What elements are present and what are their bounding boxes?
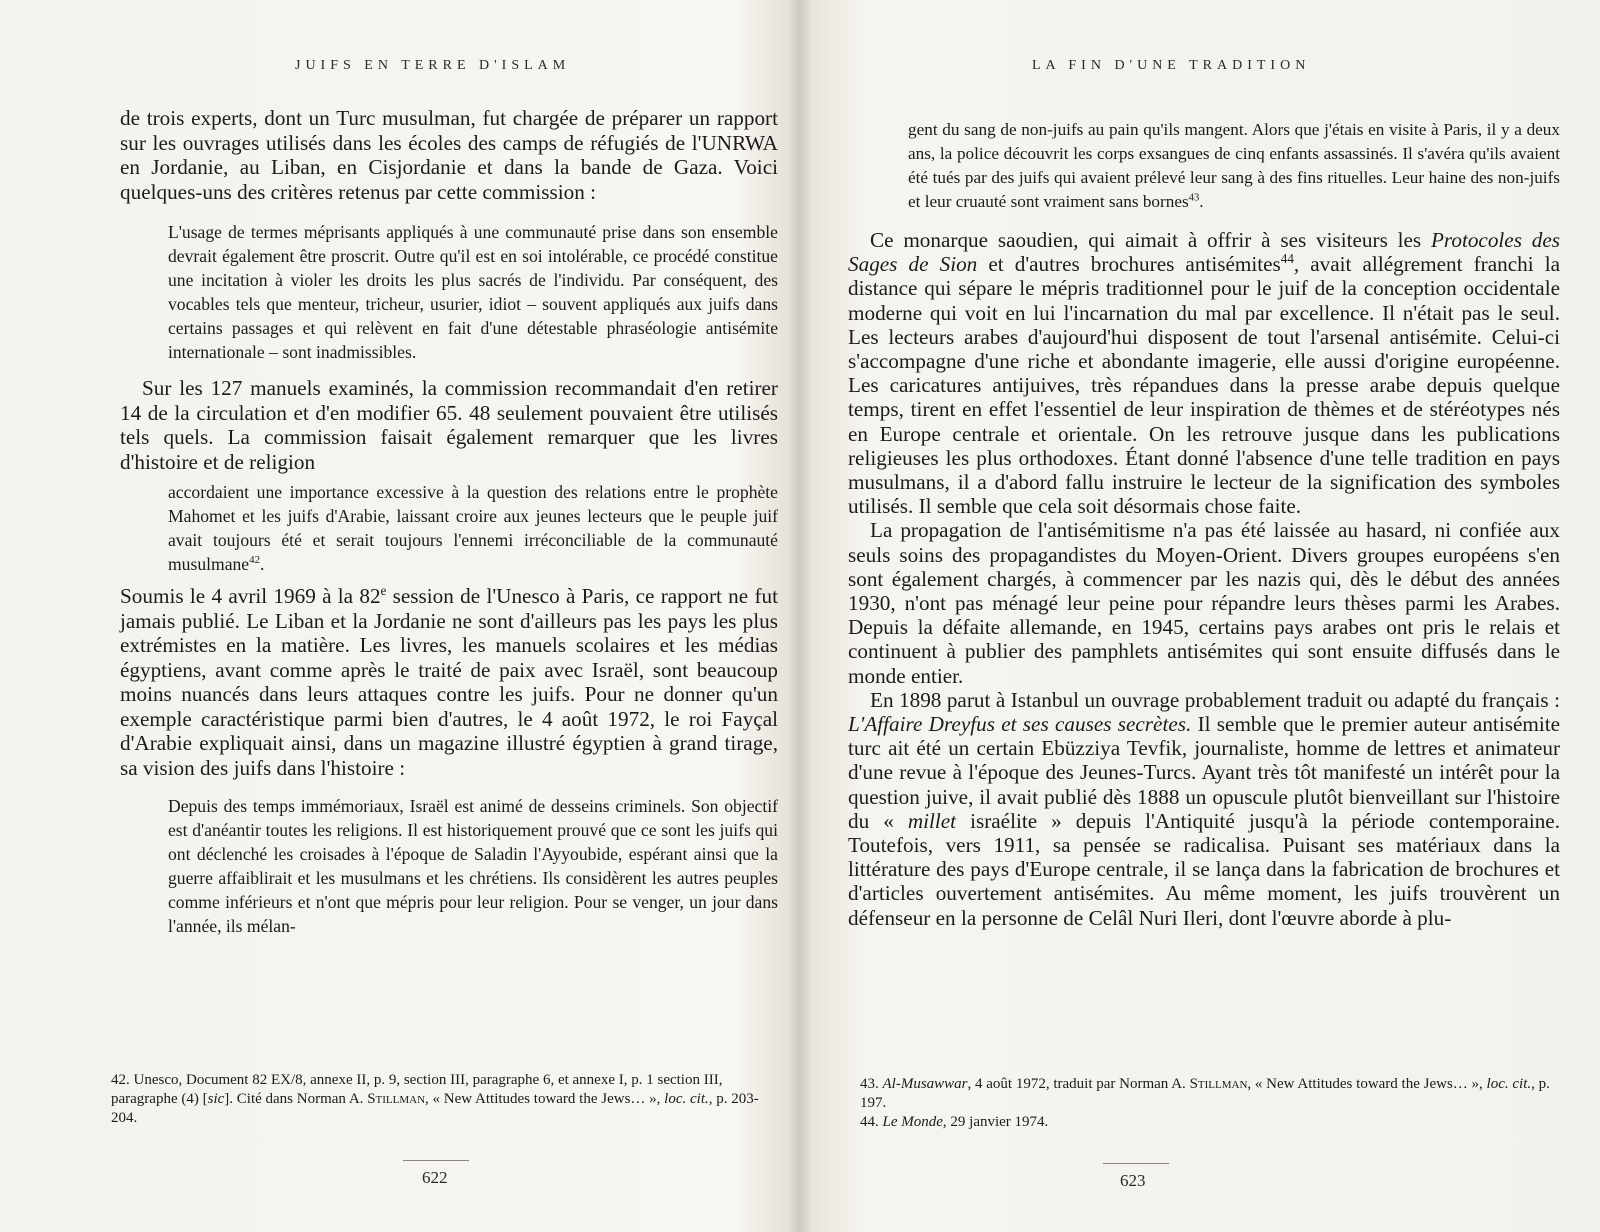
footnotes-right — [860, 1075, 1560, 1132]
block-quote — [168, 480, 778, 576]
footnote-text: ]. Cité dans Norman A. — [224, 1091, 368, 1107]
page-number-left: 622 — [422, 1168, 448, 1187]
left-page-body — [120, 106, 778, 938]
footnote-text: , 4 août 1972, traduit par Norman A. — [967, 1076, 1190, 1092]
paragraph: La propagation de l'antisémitisme n'a pas été laissée au hasard, ni confiée aux seuls soins des propagandistes du Moyen-Orient. Divers groupes européens s'en sont également chargés, à commencer par les nazis qui, dès le début des années 1930, n'ont pas ménagé leur peine pour répandre leurs thèses parmi les Arabes. Depuis la défaite allemande, en 1945, certains pays arabes ont pris le relais et continuent à publier des pamphlets antisémites qui sont ensuite diffusés dans le monde entier. — [848, 518, 1560, 688]
footnote-ref: 42 — [249, 554, 261, 567]
block-quote: Depuis des temps immémoriaux, Israël est animé de desseins criminels. Son objectif est d'anéantir toutes les religions. Il est historiquement prouvé que ce sont les juifs qui ont déclenché les croisades à l'époque de Saladin l'Ayyoubide, espérant ainsi que la guerre affaiblirait et les musulmans et les chrétiens. Ils considèrent les autres peuples comme inférieurs et n'ont que mépris pour leur religion. Pour se venger, un jour dans l'année, ils mélan- — [168, 796, 778, 936]
footnote-italic: loc. cit. — [1486, 1076, 1532, 1092]
footnotes-left — [111, 1071, 779, 1128]
folio-rule — [403, 1160, 469, 1161]
italic-term: millet — [907, 808, 957, 833]
book-title: Protocoles des Sages de Sion — [848, 228, 1560, 277]
footnote-ref: 43 — [1188, 192, 1200, 204]
right-page-body — [848, 118, 1560, 930]
paragraph-text: En 1898 parut à Istanbul un ouvrage probablement traduit ou adapté du français : — [870, 687, 1560, 712]
footnote-text: 42. Unesco, Document 82 EX/8, annexe II, p. 9, section III, paragraphe 6, et annexe I, p. 1 section III, paragraphe (4) [ — [111, 1072, 723, 1107]
footnote-text: , « New Attitudes toward the Jews… », — [1247, 1076, 1487, 1092]
paragraph-text: session de l'Unesco à Paris, ce rapport ne fut jamais publié. Le Liban et la Jordanie ne sont d'ailleurs pas les pays les plus extrémistes en la matière. Les livres, les manuels scolaires et les médias égyptiens, avant comme après le traité de paix avec Israël, sont beaucoup moins nuancés dans leurs attaques contre les juifs. Pour ne donner qu'un exemple caractéristique parmi bien d'autres, le 4 août 1972, le roi Fayçal d'Arabie expliquait ainsi, dans un magazine illustré égyptien à grand tirage, sa vision des juifs dans l'histoire : — [120, 584, 778, 780]
footnote-text: , « New Attitudes toward the Jews… », — [425, 1091, 665, 1107]
footnote-italic: Al-Musawwar — [882, 1076, 968, 1092]
footnote-italic: loc. cit. — [664, 1091, 709, 1107]
paragraph-text: Il semble que le premier auteur antisémite turc ait été un certain Ebüzziya Tevfik, journaliste, homme de lettres et animateur d'une revue à l'époque des Jeunes-Turcs. Ayant très tôt manifesté un intérêt pour la question juive, il avait publié dès 1888 un opuscule plutôt bienveillant sur l'histoire du « — [848, 712, 1561, 833]
paragraph — [848, 228, 1560, 518]
paragraph: de trois experts, dont un Turc musulman, fut chargée de préparer un rapport sur les ouvrages utilisés dans les écoles des camps de réfugiés de l'UNRWA en Jordanie, au Liban, en Cisjordanie et dans la bande de Gaza. Voici quelques-uns des critères retenus par cette commission : — [120, 106, 778, 204]
book-title: L'Affaire Dreyfus et ses causes secrètes. — [848, 712, 1192, 737]
footnote-author: Stillman — [1189, 1076, 1248, 1092]
right-page — [800, 0, 1600, 1232]
footnote-ref: 44 — [1280, 251, 1294, 267]
footnote-italic: sic — [207, 1091, 225, 1107]
quote-end: . — [260, 554, 265, 574]
quote-text: accordaient une importance excessive à la question des relations entre le prophète Mahomet et les juifs d'Arabie, laissant croire aux jeunes lecteurs que le peuple juif avait toujours été et serait toujours l'ennemi irréconciliable de la communauté musulmane — [168, 482, 778, 574]
folio-rule — [1103, 1163, 1169, 1164]
footnote-42 — [111, 1071, 779, 1128]
quote-text: gent du sang de non-juifs au pain qu'ils mangent. Alors que j'étais en visite à Paris, il y a deux ans, la police découvrit les corps exsangues de cinq enfants assassinés. Il s'avéra qu'ils avaient été tués par des juifs qui avaient prélevé leur sang à des fins rituelles. Leur haine des non-juifs et leur cruauté sont vraiment sans bornes — [908, 120, 1560, 211]
footnote-text: , p. 197. — [860, 1076, 1550, 1111]
paragraph: Sur les 127 manuels examinés, la commission recommandait d'en retirer 14 de la circulation et d'en modifier 65. 48 seulement pouvaient être utilisés tels quels. La commission faisait également remarquer que les livres d'histoire et de religion — [120, 376, 778, 474]
paragraph-text: Ce monarque saoudien, qui aimait à offrir à ses visiteurs les — [870, 228, 1431, 252]
footnote-author: Stillman — [367, 1091, 426, 1107]
footnote-43 — [860, 1075, 1560, 1113]
running-head-right: LA FIN D'UNE TRADITION — [1032, 58, 1311, 73]
block-quote-continued — [908, 118, 1560, 214]
footnote-text: , 29 janvier 1974. — [942, 1114, 1049, 1130]
block-quote: L'usage de termes méprisants appliqués à une communauté prise dans son ensemble devrait également être proscrit. Outre qu'il est en soi intolérable, ce procédé constitue une incitation à violer les droits les plus sacrés de l'individu. Par conséquent, des vocables tels que menteur, tricheur, usurier, idiot – souvent appliqués aux juifs dans certains passages et qui relèvent en fait d'une détestable phraséologie antisémite internationale – sont inadmissibles. — [168, 222, 778, 362]
footnote-text: , p. 203-204. — [111, 1091, 759, 1126]
paragraph — [120, 584, 778, 780]
footnote-44 — [860, 1113, 1560, 1132]
paragraph-text: Soumis le 4 avril 1969 à la 82 — [120, 584, 381, 608]
footnote-number: 43. — [860, 1076, 883, 1092]
footnote-number: 44. — [860, 1114, 883, 1130]
footnote-italic: Le Monde — [882, 1114, 943, 1130]
paragraph-text: , avait allégrement franchi la distance qui sépare le mépris traditionnel pour le juif de la conception occidentale moderne qui voit en lui l'incarnation du mal par excellence. Il n'était pas le seul. Les lecteurs arabes d'aujourd'hui disposent de tout l'arsenal antisémite. Celui-ci s'accompagne d'une riche et abondante imagerie, elle aussi d'origine européenne. Les caricatures antijuives, très répandues dans la presse arabe depuis quelque temps, tirent en effet l'essentiel de leur inspiration de thèmes et de stéréotypes nés en Europe centrale et orientale. On les retrouve jusque dans les publications religieuses les plus orthodoxes. Étant donné l'absence d'une telle tradition en pays musulmans, il a d'abord fallu instruire le lecteur de la signification des symboles utilisés. Il semble que cela soit désormais chose faite. — [848, 252, 1560, 519]
paragraph-text: israélite » depuis l'Antiquité jusqu'à la période contemporaine. Toutefois, vers 1911, sa pensée se radicalisa. Puisant ses matériaux dans la littérature des pays d'Europe centrale, il se lança dans la fabrication de brochures et d'articles ouvertement antisémites. Au même moment, les juifs trouvèrent un défenseur en la personne de Celâl Nuri Ileri, dont l'œuvre aborde à plu- — [848, 808, 1561, 930]
page-number-right: 623 — [1120, 1171, 1146, 1190]
paragraph-text: et d'autres brochures antisémites — [977, 252, 1281, 277]
ordinal-superscript: e — [380, 582, 387, 598]
running-head-left: JUIFS EN TERRE D'ISLAM — [295, 58, 571, 73]
quote-end: . — [1199, 192, 1204, 211]
paragraph — [848, 688, 1560, 930]
